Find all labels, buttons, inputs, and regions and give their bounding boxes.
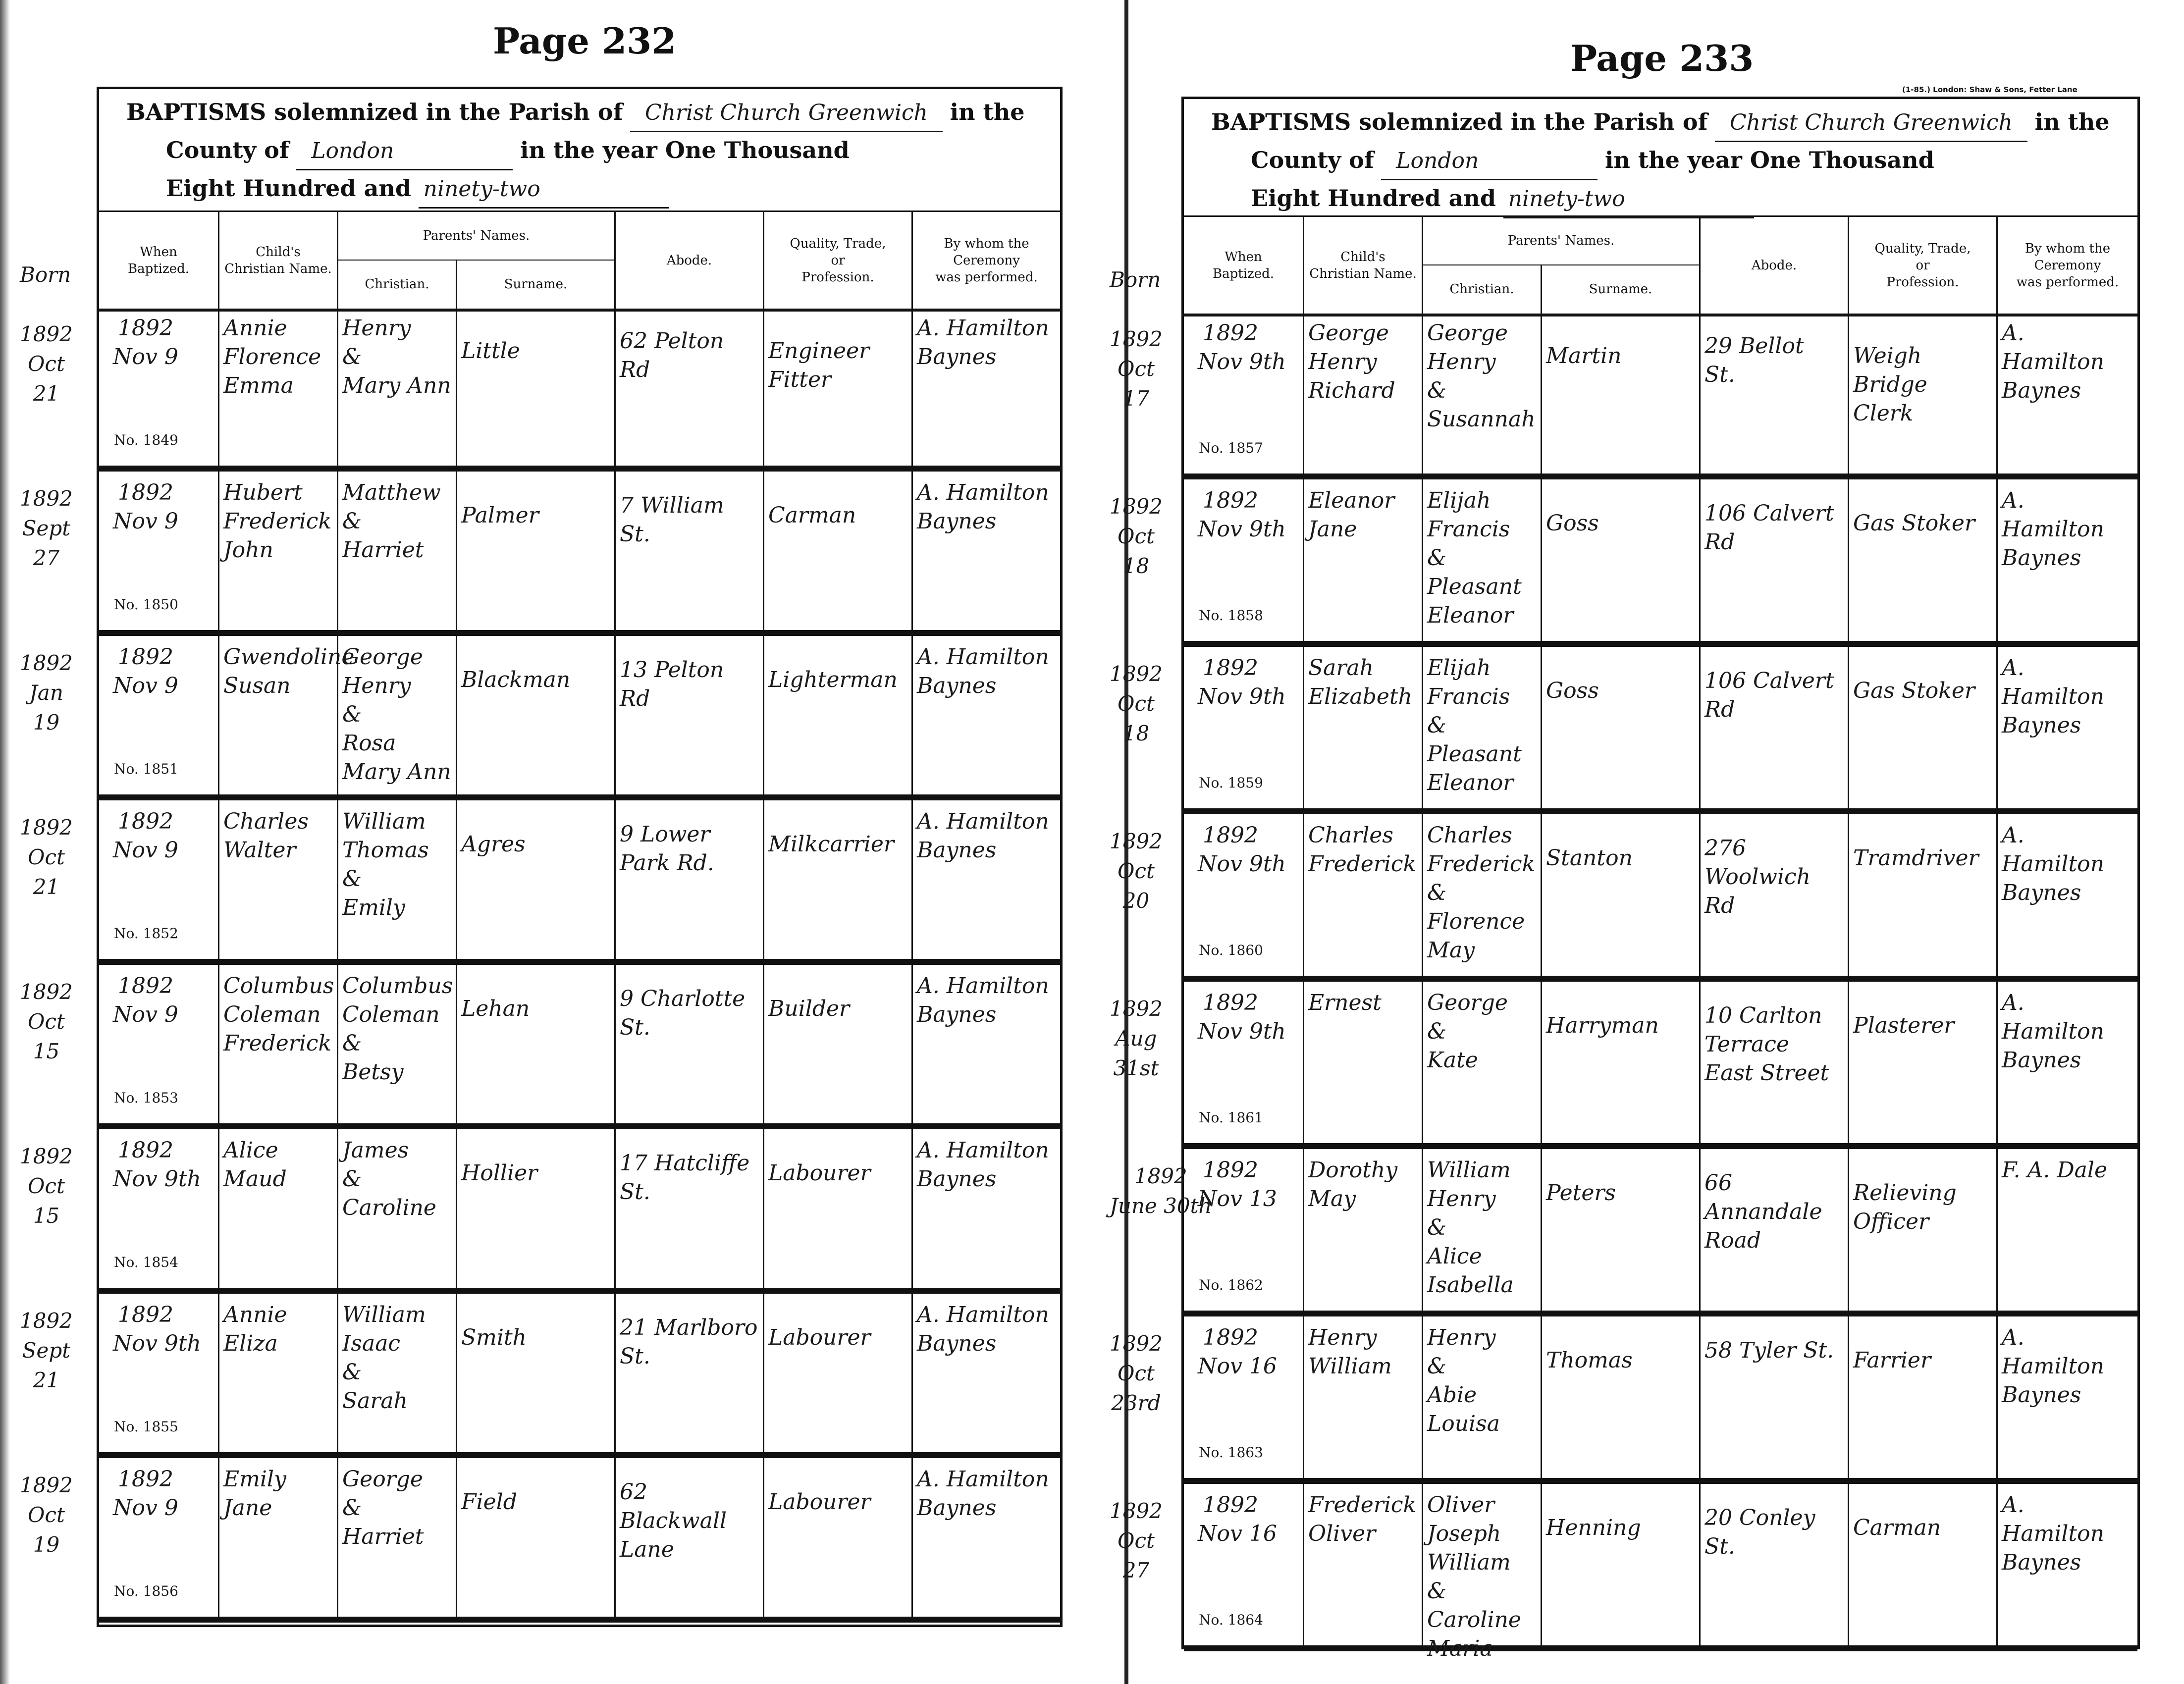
entry-register-number: No. 1860 xyxy=(1199,942,1263,958)
page-number-right: Page 233 xyxy=(1570,37,1754,79)
entry-abode: 10 Carlton Terrace East Street xyxy=(1699,982,1848,1143)
entry-year: 1892 xyxy=(118,480,173,505)
entry-parents: George Henry & Rosa Mary Ann xyxy=(337,636,456,794)
entry-parents: Matthew & Harriet xyxy=(337,472,456,630)
entry-child: Charles Walter xyxy=(218,800,337,959)
born-date-note: 1892 Oct 18 xyxy=(1110,494,1163,578)
entry-date: Nov 9th xyxy=(1198,349,1286,374)
entry-year: 1892 xyxy=(1203,1158,1258,1183)
entry-when xyxy=(99,472,218,630)
entry-register-number: No. 1856 xyxy=(114,1583,178,1599)
register-entry xyxy=(1184,1149,2137,1316)
entry-child: Emily Jane xyxy=(218,1458,337,1617)
entry-by: A. Hamilton Baynes xyxy=(1996,1316,2137,1478)
entry-child: Hubert Frederick John xyxy=(218,472,337,630)
register-entry xyxy=(99,1129,1060,1294)
entry-child: Gwendoline Susan xyxy=(218,636,337,794)
entry-child: Columbus Coleman Frederick xyxy=(218,965,337,1123)
entry-year: 1892 xyxy=(118,1467,173,1492)
entry-by: A. Hamilton Baynes xyxy=(911,1129,1060,1288)
entry-year: 1892 xyxy=(118,644,173,670)
entry-abode: 106 Calvert Rd xyxy=(1699,479,1848,641)
header-year-label: in the year One Thousand xyxy=(520,137,850,163)
col-header-surname: Surname. xyxy=(1541,265,1699,314)
entry-by: A. Hamilton Baynes xyxy=(1996,479,2137,641)
header-century-label: Eight Hundred and xyxy=(1251,185,1496,211)
col-header-child: Child's Christian Name. xyxy=(218,212,337,309)
entry-quality: Builder xyxy=(763,965,911,1123)
entry-by: A. Hamilton Baynes xyxy=(911,307,1060,466)
entry-date: Nov 16 xyxy=(1198,1521,1277,1546)
header-year-label: in the year One Thousand xyxy=(1604,147,1934,173)
entry-surname: Little xyxy=(456,307,614,466)
register-entry xyxy=(99,1458,1060,1623)
entry-abode: 20 Conley St. xyxy=(1699,1484,1848,1645)
entry-date: Nov 16 xyxy=(1198,1354,1277,1379)
printer-imprint: (1-85.) London: Shaw & Sons, Fetter Lane xyxy=(1902,85,2077,94)
entry-year: 1892 xyxy=(118,973,173,999)
entry-register-number: No. 1849 xyxy=(114,432,178,448)
entry-quality: Farrier xyxy=(1848,1316,1996,1478)
entry-parents: Elijah Francis & Pleasant Eleanor xyxy=(1422,647,1541,808)
register-entry xyxy=(99,472,1060,636)
header-county-label: County of xyxy=(1251,147,1374,173)
entry-register-number: No. 1861 xyxy=(1199,1109,1263,1126)
col-header-abode: Abode. xyxy=(1699,217,1848,314)
entry-child: Annie Eliza xyxy=(218,1294,337,1452)
entry-when xyxy=(99,965,218,1123)
entry-child: Ernest xyxy=(1303,982,1422,1143)
entry-child: Sarah Elizabeth xyxy=(1303,647,1422,808)
born-label: Born xyxy=(1110,267,1161,292)
entry-when xyxy=(99,636,218,794)
header-in-the: in the xyxy=(950,99,1025,125)
entry-parents: William Thomas & Emily xyxy=(337,800,456,959)
entry-abode: 21 Marlboro St. xyxy=(614,1294,763,1452)
entry-quality: Labourer xyxy=(763,1129,911,1288)
entry-abode: 9 Lower Park Rd. xyxy=(614,800,763,959)
entry-abode: 58 Tyler St. xyxy=(1699,1316,1848,1478)
entry-parents: Elijah Francis & Pleasant Eleanor xyxy=(1422,479,1541,641)
born-date-note: 1892 June 30th xyxy=(1110,1164,1212,1218)
header-title: BAPTISMS solemnized in the Parish of xyxy=(126,99,623,125)
entry-quality: Labourer xyxy=(763,1294,911,1452)
entry-by: A. Hamilton Baynes xyxy=(1996,814,2137,976)
entry-surname: Goss xyxy=(1541,647,1699,808)
year-words: ninety-two xyxy=(419,171,669,209)
entry-register-number: No. 1859 xyxy=(1199,775,1263,791)
entry-quality: Tramdriver xyxy=(1848,814,1996,976)
entry-when xyxy=(1184,814,1303,976)
col-header-when: When Baptized. xyxy=(127,244,189,276)
register-entry xyxy=(99,636,1060,800)
entry-quality: Gas Stoker xyxy=(1848,647,1996,808)
entry-year: 1892 xyxy=(118,316,173,341)
parish-name: Christ Church Greenwich xyxy=(630,95,943,132)
entry-year: 1892 xyxy=(1203,823,1258,848)
county-name: London xyxy=(296,133,513,170)
entry-when xyxy=(1184,1484,1303,1645)
entry-quality: Relieving Officer xyxy=(1848,1149,1996,1311)
entry-abode: 62 Blackwall Lane xyxy=(614,1458,763,1617)
col-header-christian: Christian. xyxy=(1422,265,1541,314)
entry-abode: 7 William St. xyxy=(614,472,763,630)
entry-quality: Gas Stoker xyxy=(1848,479,1996,641)
entry-date: Nov 9 xyxy=(113,838,178,863)
register-entry xyxy=(1184,1484,2137,1661)
entry-register-number: No. 1858 xyxy=(1199,607,1263,624)
born-date-note: 1892 Aug 31st xyxy=(1110,997,1163,1080)
register-entry xyxy=(1184,982,2137,1149)
entry-child: George Henry Richard xyxy=(1303,312,1422,474)
entry-register-number: No. 1853 xyxy=(114,1090,178,1106)
register-entry xyxy=(1184,814,2137,982)
entry-parents: Henry & Mary Ann xyxy=(337,307,456,466)
born-date-note: 1892 Oct 21 xyxy=(20,322,73,406)
entry-child: Henry William xyxy=(1303,1316,1422,1478)
entry-parents: George & Kate xyxy=(1422,982,1541,1143)
entry-date: Nov 9 xyxy=(113,509,178,534)
entry-date: Nov 9th xyxy=(1198,851,1286,877)
entry-by: A. Hamilton Baynes xyxy=(911,965,1060,1123)
col-header-by: By whom the Ceremony was performed. xyxy=(1996,217,2137,314)
col-header-quality: Quality, Trade, or Profession. xyxy=(763,212,911,309)
entry-when xyxy=(99,1458,218,1617)
entry-quality: Lighterman xyxy=(763,636,911,794)
born-date-note: 1892 Oct 21 xyxy=(20,815,73,899)
entry-year: 1892 xyxy=(1203,655,1258,681)
entry-date: Nov 13 xyxy=(1198,1186,1277,1211)
entry-parents: Henry & Abie Louisa xyxy=(1422,1316,1541,1478)
entry-date: Nov 9th xyxy=(1198,517,1286,542)
column-header-row xyxy=(99,210,1060,312)
header-county-label: County of xyxy=(166,137,289,163)
entry-when xyxy=(99,800,218,959)
entry-register-number: No. 1862 xyxy=(1199,1277,1263,1293)
born-date-note: 1892 Oct 15 xyxy=(20,980,73,1063)
register-page-left xyxy=(97,87,1063,1627)
entry-surname: Martin xyxy=(1541,312,1699,474)
entry-when xyxy=(1184,647,1303,808)
entry-when xyxy=(1184,1316,1303,1478)
entry-date: Nov 9th xyxy=(1198,1019,1286,1044)
entry-child: Charles Frederick xyxy=(1303,814,1422,976)
entry-child: Eleanor Jane xyxy=(1303,479,1422,641)
col-header-surname: Surname. xyxy=(456,261,614,309)
parish-name: Christ Church Greenwich xyxy=(1715,105,2027,142)
born-date-note: 1892 Jan 19 xyxy=(20,651,73,735)
header-century-label: Eight Hundred and xyxy=(166,175,412,202)
entry-surname: Palmer xyxy=(456,472,614,630)
entry-surname: Harryman xyxy=(1541,982,1699,1143)
entry-surname: Smith xyxy=(456,1294,614,1452)
entry-child: Dorothy May xyxy=(1303,1149,1422,1311)
col-header-quality: Quality, Trade, or Profession. xyxy=(1848,217,1996,314)
entry-quality: Carman xyxy=(763,472,911,630)
entry-abode: 9 Charlotte St. xyxy=(614,965,763,1123)
entry-year: 1892 xyxy=(1203,1325,1258,1350)
entry-register-number: No. 1864 xyxy=(1199,1612,1263,1628)
entry-quality: Plasterer xyxy=(1848,982,1996,1143)
entry-when xyxy=(99,1129,218,1288)
entry-date: Nov 9 xyxy=(113,1002,178,1027)
born-date-note: 1892 Oct 20 xyxy=(1110,829,1163,913)
entry-child: Annie Florence Emma xyxy=(218,307,337,466)
entry-surname: Hollier xyxy=(456,1129,614,1288)
born-date-note: 1892 Oct 15 xyxy=(20,1144,73,1228)
entry-by: A. Hamilton Baynes xyxy=(911,1294,1060,1452)
entry-when xyxy=(99,307,218,466)
col-header-by: By whom the Ceremony was performed. xyxy=(911,212,1060,309)
register-entry xyxy=(99,307,1060,472)
entry-quality: Labourer xyxy=(763,1458,911,1617)
entry-parents: George Henry & Susannah xyxy=(1422,312,1541,474)
born-date-note: 1892 Sept 21 xyxy=(20,1309,73,1392)
entry-by: A. Hamilton Baynes xyxy=(1996,1484,2137,1645)
entry-by: A. Hamilton Baynes xyxy=(911,1458,1060,1617)
entry-abode: 66 Annandale Road xyxy=(1699,1149,1848,1311)
entry-surname: Stanton xyxy=(1541,814,1699,976)
entry-date: Nov 9 xyxy=(113,1495,178,1521)
register-entry xyxy=(99,1294,1060,1458)
entry-date: Nov 9th xyxy=(113,1166,201,1192)
entry-parents: George & Harriet xyxy=(337,1458,456,1617)
entry-when xyxy=(1184,479,1303,641)
born-date-note: 1892 Oct 17 xyxy=(1110,327,1163,411)
entry-year: 1892 xyxy=(118,1138,173,1163)
entry-register-number: No. 1850 xyxy=(114,596,178,613)
entry-year: 1892 xyxy=(1203,320,1258,346)
entry-child: Frederick Oliver xyxy=(1303,1484,1422,1645)
entry-by: A. Hamilton Baynes xyxy=(911,800,1060,959)
county-name: London xyxy=(1381,143,1598,180)
born-date-note: 1892 Oct 19 xyxy=(20,1473,73,1557)
year-words: ninety-two xyxy=(1503,181,1754,218)
register-header xyxy=(126,94,1025,209)
born-date-note: 1892 Oct 18 xyxy=(1110,662,1163,745)
born-date-note: 1892 Oct 27 xyxy=(1110,1499,1163,1582)
entry-register-number: No. 1863 xyxy=(1199,1444,1263,1461)
entry-date: Nov 9 xyxy=(113,344,178,369)
register-entry xyxy=(1184,1316,2137,1484)
entry-parents: Oliver Joseph William & Caroline Maria xyxy=(1422,1484,1541,1645)
header-in-the: in the xyxy=(2034,108,2110,135)
entry-by: A. Hamilton Baynes xyxy=(1996,312,2137,474)
entry-year: 1892 xyxy=(118,1302,173,1327)
register-entry xyxy=(1184,312,2137,479)
col-header-parents: Parents' Names. xyxy=(337,212,614,261)
col-header-christian: Christian. xyxy=(337,261,456,309)
entry-abode: 62 Pelton Rd xyxy=(614,307,763,466)
entry-surname: Peters xyxy=(1541,1149,1699,1311)
page-number-left: Page 232 xyxy=(493,20,677,62)
entry-by: A. Hamilton Baynes xyxy=(1996,647,2137,808)
col-header-parents: Parents' Names. xyxy=(1422,217,1699,265)
entry-quality: Engineer Fitter xyxy=(763,307,911,466)
entry-surname: Thomas xyxy=(1541,1316,1699,1478)
entry-surname: Henning xyxy=(1541,1484,1699,1645)
col-header-abode: Abode. xyxy=(614,212,763,309)
entry-year: 1892 xyxy=(1203,488,1258,513)
entry-year: 1892 xyxy=(118,809,173,834)
born-date-note: 1892 Oct 23rd xyxy=(1110,1331,1163,1415)
entry-register-number: No. 1857 xyxy=(1199,440,1263,456)
entry-abode: 106 Calvert Rd xyxy=(1699,647,1848,808)
register-entry xyxy=(99,965,1060,1129)
col-header-when: When Baptized. xyxy=(1212,249,1274,281)
entry-abode: 13 Pelton Rd xyxy=(614,636,763,794)
entry-abode: 29 Bellot St. xyxy=(1699,312,1848,474)
entry-parents: Charles Frederick & Florence May xyxy=(1422,814,1541,976)
column-header-row xyxy=(1184,215,2137,316)
entry-surname: Agres xyxy=(456,800,614,959)
entry-year: 1892 xyxy=(1203,990,1258,1015)
entry-abode: 17 Hatcliffe St. xyxy=(614,1129,763,1288)
entry-surname: Goss xyxy=(1541,479,1699,641)
entry-when xyxy=(99,1294,218,1452)
entry-quality: Carman xyxy=(1848,1484,1996,1645)
entry-register-number: No. 1851 xyxy=(114,761,178,777)
entry-when xyxy=(1184,312,1303,474)
entry-date: Nov 9 xyxy=(113,673,178,698)
header-title: BAPTISMS solemnized in the Parish of xyxy=(1211,108,1708,135)
entry-child: Alice Maud xyxy=(218,1129,337,1288)
entry-register-number: No. 1854 xyxy=(114,1254,178,1270)
register-header xyxy=(1211,104,2110,218)
entry-date: Nov 9th xyxy=(113,1331,201,1356)
entry-quality: Milkcarrier xyxy=(763,800,911,959)
entry-quality: Weigh Bridge Clerk xyxy=(1848,312,1996,474)
born-date-note: 1892 Sept 27 xyxy=(20,486,73,570)
register-entry xyxy=(99,800,1060,965)
register-entry xyxy=(1184,479,2137,647)
col-header-child: Child's Christian Name. xyxy=(1303,217,1422,314)
entry-by: A. Hamilton Baynes xyxy=(1996,982,2137,1143)
entry-surname: Field xyxy=(456,1458,614,1617)
entry-by: A. Hamilton Baynes xyxy=(911,472,1060,630)
entry-date: Nov 9th xyxy=(1198,684,1286,709)
entry-surname: Lehan xyxy=(456,965,614,1123)
entry-register-number: No. 1855 xyxy=(114,1419,178,1435)
entry-parents: William Henry & Alice Isabella xyxy=(1422,1149,1541,1311)
register-entry xyxy=(1184,647,2137,814)
entry-year: 1892 xyxy=(1203,1492,1258,1518)
entry-when xyxy=(1184,982,1303,1143)
entry-abode: 276 Woolwich Rd xyxy=(1699,814,1848,976)
entry-surname: Blackman xyxy=(456,636,614,794)
entry-parents: James & Caroline xyxy=(337,1129,456,1288)
book-edge xyxy=(0,0,10,1684)
entry-by: A. Hamilton Baynes xyxy=(911,636,1060,794)
entry-parents: William Isaac & Sarah xyxy=(337,1294,456,1452)
entry-register-number: No. 1852 xyxy=(114,925,178,942)
register-page-right xyxy=(1181,97,2140,1661)
born-label: Born xyxy=(20,263,71,287)
entry-parents: Columbus Coleman & Betsy xyxy=(337,965,456,1123)
entry-by: F. A. Dale xyxy=(1996,1149,2137,1311)
